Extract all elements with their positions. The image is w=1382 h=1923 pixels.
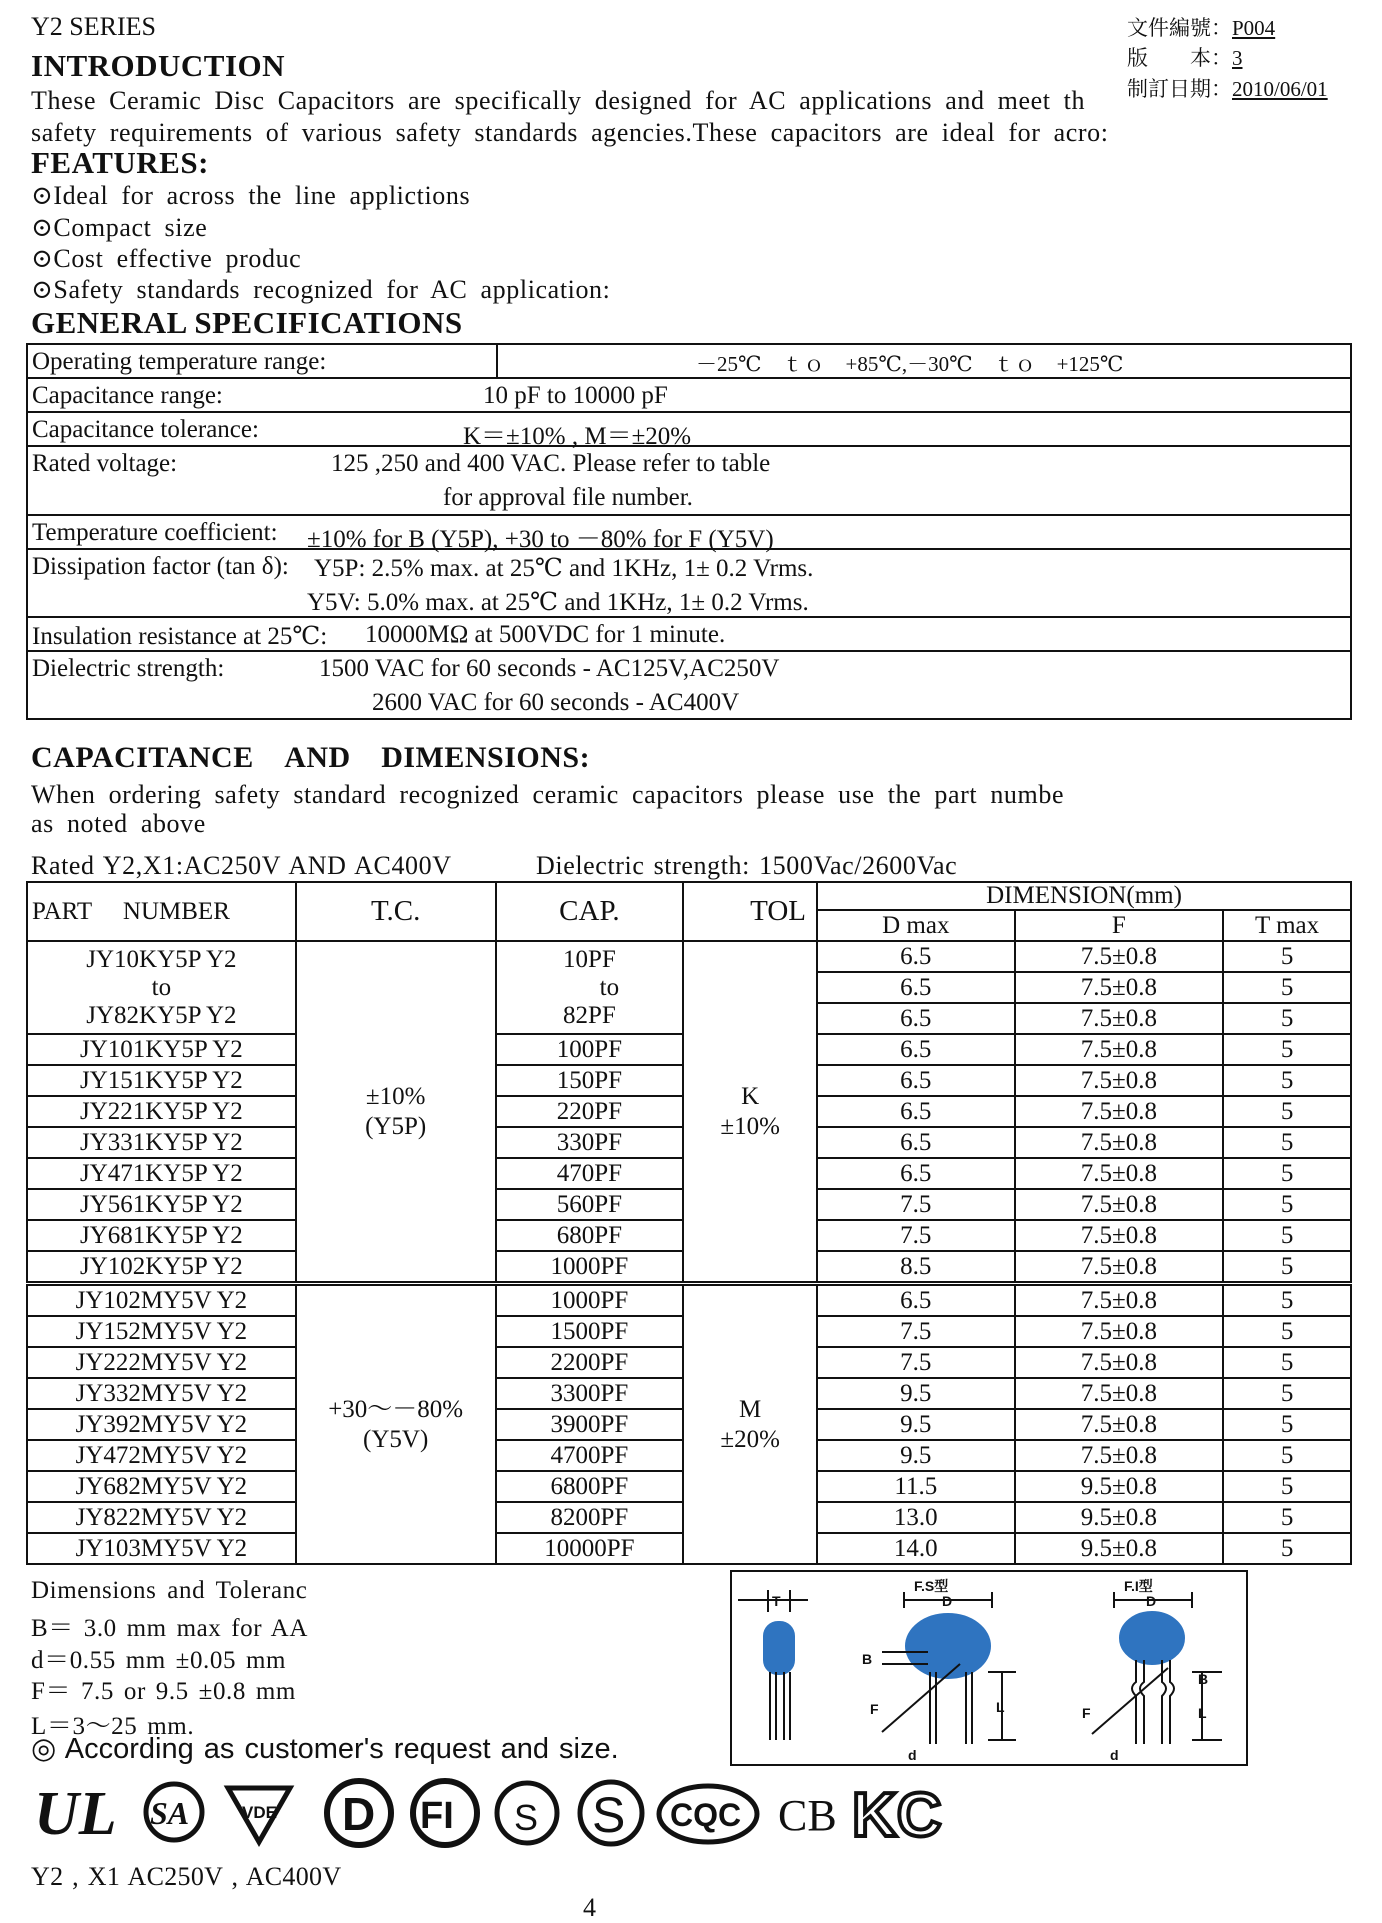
customer-note: ◎ According as customer's request and size. <box>31 1733 619 1765</box>
b-dim-label: B <box>862 1651 873 1667</box>
csa-text: SA <box>150 1795 190 1831</box>
d-max-cell: 6.5 <box>817 1284 1015 1317</box>
part-number-cell: JY103MY5V Y2 <box>27 1533 296 1564</box>
part-number-cell: JY101KY5P Y2 <box>27 1034 296 1065</box>
cap-cell: 2200PF <box>496 1347 684 1378</box>
spec-row-cap-tol <box>28 413 1350 450</box>
t-max-cell: 5 <box>1223 1440 1351 1471</box>
spec-value: －25℃ ｔｏ +85℃,－30℃ ｔｏ +125℃ <box>696 352 1124 376</box>
fs-type-label: F.S型 <box>914 1578 949 1594</box>
part-number-cell: JY561KY5P Y2 <box>27 1189 296 1220</box>
t-max-cell: 5 <box>1223 1065 1351 1096</box>
f-cell: 9.5±0.8 <box>1015 1471 1224 1502</box>
intro-title: INTRODUCTION <box>31 48 286 83</box>
l-dim-label: L <box>996 1699 1005 1715</box>
spec-value: Y5V: 5.0% max. at 25℃ and 1KHz, 1± 0.2 Vrms. <box>307 589 809 616</box>
kc-logo <box>852 1778 942 1850</box>
d-max-cell: 7.5 <box>817 1189 1015 1220</box>
capacitance-table <box>26 881 1352 1565</box>
d-max-cell: 6.5 <box>817 972 1015 1003</box>
tol-cell-m <box>683 1284 817 1565</box>
feature-item: ⊙Cost effective produc <box>31 244 302 273</box>
cap-cell: 560PF <box>496 1189 684 1220</box>
dims-f: F＝ 7.5 or 9.5 ±0.8 mm <box>31 1678 296 1705</box>
part-number-cell: JY151KY5P Y2 <box>27 1065 296 1096</box>
cap-cell: 470PF <box>496 1158 684 1189</box>
capacitor-drawing <box>732 1572 1246 1764</box>
ul-text: UL <box>34 1780 117 1848</box>
dielectric-label: Dielectric strength: 1500Vac/2600Vac <box>536 851 958 880</box>
part-number-cell: JY332MY5V Y2 <box>27 1378 296 1409</box>
spec-value: 10 pF to 10000 pF <box>483 382 668 409</box>
nemko-text: S <box>592 1787 626 1843</box>
d-max-cell: 14.0 <box>817 1533 1015 1564</box>
spec-label: Capacitance tolerance: <box>32 416 259 443</box>
page-number: 4 <box>583 1893 597 1922</box>
header-dimension: DIMENSION(mm) <box>817 882 1351 910</box>
part-number-cell: JY682MY5V Y2 <box>27 1471 296 1502</box>
f-cell: 7.5±0.8 <box>1015 1378 1224 1409</box>
header-cap: CAP. <box>496 882 684 941</box>
t-max-cell: 5 <box>1223 1347 1351 1378</box>
cap-cell: 3900PF <box>496 1409 684 1440</box>
table-row <box>27 1284 1351 1317</box>
header-tol: TOL <box>683 882 817 941</box>
feature-item: ⊙Ideal for across the line applictions <box>31 181 471 210</box>
ul-mark <box>34 1778 124 1848</box>
d-max-cell: 6.5 <box>817 1065 1015 1096</box>
nemko-mark <box>574 1778 648 1848</box>
f-cell: 7.5±0.8 <box>1015 1096 1224 1127</box>
vde-text: VDE <box>242 1803 277 1822</box>
t-max-cell: 5 <box>1223 1127 1351 1158</box>
spec-value: 125 ,250 and 400 VAC. Please refer to table <box>331 450 771 477</box>
t-max-cell: 5 <box>1223 1158 1351 1189</box>
t-max-cell: 5 <box>1223 1003 1351 1034</box>
t-max-cell: 5 <box>1223 1189 1351 1220</box>
ul-logo <box>34 1778 124 1848</box>
t-max-cell: 5 <box>1223 1096 1351 1127</box>
general-spec-table <box>26 343 1352 720</box>
f-cell: 7.5±0.8 <box>1015 1251 1224 1284</box>
semko-text: S <box>514 1797 539 1838</box>
t-max-cell: 5 <box>1223 1409 1351 1440</box>
t-max-cell: 5 <box>1223 1284 1351 1317</box>
spec-value: Y5P: 2.5% max. at 25℃ and 1KHz, 1± 0.2 Vrms. <box>314 555 814 582</box>
spec-row-temp-coef <box>28 516 1350 553</box>
tc-value: ±10% <box>365 1082 426 1110</box>
d-max-cell: 6.5 <box>817 1034 1015 1065</box>
d-max-cell: 11.5 <box>817 1471 1015 1502</box>
intro-line-2: safety requirements of various safety standards agencies.These capacitors are ideal for acro: <box>31 118 1109 147</box>
vde-logo <box>224 1778 294 1848</box>
tol-value: ±20% <box>720 1425 780 1453</box>
f-cell: 7.5±0.8 <box>1015 1220 1224 1251</box>
kc-text: KC <box>852 1781 942 1850</box>
feature-item: ⊙Compact size <box>31 213 208 242</box>
t-max-cell: 5 <box>1223 1034 1351 1065</box>
cap-cell: 10000PF <box>496 1533 684 1564</box>
cap-cell: 6800PF <box>496 1471 684 1502</box>
part-range-to: to <box>151 973 172 1001</box>
f-dim-label: F <box>870 1701 879 1717</box>
spec-label: Operating temperature range: <box>32 348 327 375</box>
series-label: Y2 SERIES <box>31 12 156 41</box>
header-part-number: PART NUMBER <box>27 882 296 941</box>
f-cell: 7.5±0.8 <box>1015 1284 1224 1317</box>
cap-cell: 1000PF <box>496 1251 684 1284</box>
tc-cell-y5p <box>296 941 496 1284</box>
footer-ratings: Y2 , X1 AC250V , AC400V <box>31 1862 342 1891</box>
spec-value: for approval file number. <box>443 484 693 511</box>
d-max-cell: 7.5 <box>817 1220 1015 1251</box>
t-max-cell: 5 <box>1223 1220 1351 1251</box>
part-number-cell: JY681KY5P Y2 <box>27 1220 296 1251</box>
cqc-logo <box>656 1778 760 1848</box>
d-max-cell: 9.5 <box>817 1378 1015 1409</box>
cb-text: CB <box>778 1791 837 1840</box>
cap-cell: 4700PF <box>496 1440 684 1471</box>
doc-number-value: P004 <box>1232 16 1276 40</box>
cap-cell: 330PF <box>496 1127 684 1158</box>
capdim-note-2: as noted above <box>31 809 206 838</box>
spec-value: 1500 VAC for 60 seconds - AC125V,AC250V <box>319 655 780 682</box>
table-row <box>27 941 1351 972</box>
cap-range-to: to <box>599 973 620 1001</box>
cap-cell: 1000PF <box>496 1284 684 1317</box>
kc-mark <box>852 1778 942 1850</box>
spec-value: 2600 VAC for 60 seconds - AC400V <box>372 689 740 716</box>
d-max-cell: 6.5 <box>817 1158 1015 1189</box>
f-cell: 7.5±0.8 <box>1015 1127 1224 1158</box>
f-cell: 7.5±0.8 <box>1015 941 1224 972</box>
f-cell: 7.5±0.8 <box>1015 972 1224 1003</box>
cap-range-cell <box>496 941 684 1034</box>
f-dim-label: F <box>1082 1705 1091 1721</box>
d-dim-label: D <box>942 1593 953 1609</box>
part-range-cell <box>27 941 296 1034</box>
t-max-cell: 5 <box>1223 1502 1351 1533</box>
header-d-max: D max <box>817 910 1015 941</box>
part-number-cell: JY472MY5V Y2 <box>27 1440 296 1471</box>
dims-b: B＝ 3.0 mm max for AA <box>31 1615 308 1642</box>
spec-value: ±10% for B (Y5P), +30 to －80% for F (Y5V) <box>307 526 774 553</box>
dims-d: d＝0.55 mm ±0.05 mm <box>31 1647 287 1674</box>
part-number-cell: JY471KY5P Y2 <box>27 1158 296 1189</box>
version-value: 3 <box>1232 46 1243 70</box>
spec-row-dielectric <box>28 652 1350 718</box>
capdim-title: CAPACITANCE AND DIMENSIONS: <box>31 741 591 774</box>
t-max-cell: 5 <box>1223 1316 1351 1347</box>
part-number-cell: JY331KY5P Y2 <box>27 1127 296 1158</box>
part-range-end: JY82KY5P Y2 <box>86 1001 237 1029</box>
header-tc: T.C. <box>296 882 496 941</box>
general-title: GENERAL SPECIFICATIONS <box>31 305 463 340</box>
date-value: 2010/06/01 <box>1232 77 1328 101</box>
cap-cell: 680PF <box>496 1220 684 1251</box>
part-number-cell: JY392MY5V Y2 <box>27 1409 296 1440</box>
fimko-text: FI <box>420 1795 454 1837</box>
capacitor-diagram <box>730 1570 1248 1766</box>
csa-mark <box>142 1778 208 1848</box>
semko-logo <box>494 1778 562 1848</box>
fimko-logo <box>408 1778 482 1848</box>
part-number-cell: JY221KY5P Y2 <box>27 1096 296 1127</box>
cqc-mark <box>656 1778 760 1848</box>
cb-mark <box>778 1778 838 1848</box>
fi-type-label: F.I型 <box>1124 1578 1153 1594</box>
d-max-cell: 6.5 <box>817 1096 1015 1127</box>
spec-label: Insulation resistance at 25℃: <box>32 623 328 650</box>
l-dim-label: L <box>1198 1705 1207 1721</box>
d-max-cell: 13.0 <box>817 1502 1015 1533</box>
spec-divider <box>496 345 498 377</box>
spec-row-insulation <box>28 618 1350 652</box>
fimko-mark <box>408 1778 482 1848</box>
d-max-cell: 6.5 <box>817 1127 1015 1158</box>
capdim-note-1: When ordering safety standard recognized ceramic capacitors please use the part numbe <box>31 780 1065 809</box>
b-dim-label: B <box>1198 1671 1209 1687</box>
date-label: 制訂日期： <box>1127 77 1232 101</box>
part-range-start: JY10KY5P Y2 <box>86 945 237 973</box>
d-max-cell: 7.5 <box>817 1347 1015 1378</box>
d-max-cell: 6.5 <box>817 941 1015 972</box>
demko-text: D <box>342 1788 376 1840</box>
part-number-cell: JY152MY5V Y2 <box>27 1316 296 1347</box>
vde-mark <box>224 1778 294 1848</box>
spec-value: 10000MΩ at 500VDC for 1 minute. <box>365 621 726 648</box>
csa-logo <box>142 1778 208 1848</box>
t-max-cell: 5 <box>1223 941 1351 972</box>
t-max-cell: 5 <box>1223 1251 1351 1284</box>
tc-type: (Y5P) <box>365 1112 427 1140</box>
t-max-cell: 5 <box>1223 972 1351 1003</box>
f-cell: 7.5±0.8 <box>1015 1034 1224 1065</box>
nemko-logo <box>574 1778 648 1848</box>
f-cell: 7.5±0.8 <box>1015 1158 1224 1189</box>
d-max-cell: 7.5 <box>817 1316 1015 1347</box>
part-number-cell: JY822MY5V Y2 <box>27 1502 296 1533</box>
t-max-cell: 5 <box>1223 1533 1351 1564</box>
revision-date <box>1127 73 1328 103</box>
d-max-cell: 9.5 <box>817 1409 1015 1440</box>
header-t-max: T max <box>1223 910 1351 941</box>
header-f: F <box>1015 910 1224 941</box>
cap-cell: 150PF <box>496 1065 684 1096</box>
spec-label: Dielectric strength: <box>32 655 225 682</box>
t-max-cell: 5 <box>1223 1378 1351 1409</box>
features-title: FEATURES: <box>31 145 209 180</box>
cap-range-start: 10PF <box>562 945 616 973</box>
f-cell: 7.5±0.8 <box>1015 1316 1224 1347</box>
dims-title: Dimensions and Toleranc <box>31 1577 308 1604</box>
d-max-cell: 9.5 <box>817 1440 1015 1471</box>
tc-cell-y5v <box>296 1284 496 1565</box>
tc-value: +30～－80% <box>328 1395 464 1423</box>
dims-l: L＝3～25 mm. <box>31 1713 195 1740</box>
t-dim-label: T <box>772 1593 781 1609</box>
intro-line-1: These Ceramic Disc Capacitors are specifically designed for AC applications and meet th <box>31 86 1086 115</box>
lead-dim-label: d <box>908 1747 917 1763</box>
spec-label: Dissipation factor (tan δ): <box>32 553 289 580</box>
spec-label: Rated voltage: <box>32 450 178 477</box>
part-number-cell: JY222MY5V Y2 <box>27 1347 296 1378</box>
f-cell: 7.5±0.8 <box>1015 1003 1224 1034</box>
tol-code: K <box>741 1082 760 1110</box>
demko-mark <box>322 1778 396 1848</box>
cqc-text: CQC <box>670 1797 742 1833</box>
spec-row-cap-range <box>28 379 1350 413</box>
tol-cell-k <box>683 941 817 1284</box>
f-cell: 7.5±0.8 <box>1015 1065 1224 1096</box>
f-cell: 9.5±0.8 <box>1015 1502 1224 1533</box>
cap-range-end: 82PF <box>562 1001 616 1029</box>
spec-label: Temperature coefficient: <box>32 519 278 546</box>
cap-cell: 100PF <box>496 1034 684 1065</box>
cap-cell: 220PF <box>496 1096 684 1127</box>
cap-cell: 3300PF <box>496 1378 684 1409</box>
spec-row-op-temp <box>28 345 1350 379</box>
version <box>1127 42 1243 72</box>
spec-label: Capacitance range: <box>32 382 223 409</box>
spec-row-dissipation <box>28 550 1350 618</box>
lead-dim-label: d <box>1110 1747 1119 1763</box>
spec-row-rated-voltage <box>28 447 1350 516</box>
tol-code: M <box>739 1395 762 1423</box>
version-label: 版 本： <box>1127 46 1232 70</box>
cap-cell: 8200PF <box>496 1502 684 1533</box>
doc-number <box>1127 12 1275 42</box>
f-cell: 7.5±0.8 <box>1015 1409 1224 1440</box>
f-cell: 7.5±0.8 <box>1015 1347 1224 1378</box>
part-number-cell: JY102MY5V Y2 <box>27 1284 296 1317</box>
feature-item: ⊙Safety standards recognized for AC application: <box>31 275 611 304</box>
demko-logo <box>322 1778 396 1848</box>
d-dim-label: D <box>1146 1593 1157 1609</box>
t-max-cell: 5 <box>1223 1471 1351 1502</box>
f-cell: 7.5±0.8 <box>1015 1189 1224 1220</box>
semko-mark <box>494 1778 562 1848</box>
cap-cell: 1500PF <box>496 1316 684 1347</box>
rated-label: Rated Y2,X1:AC250V AND AC400V <box>31 851 452 880</box>
spec-value: K＝±10% , M＝±20% <box>463 423 692 450</box>
cb-logo <box>778 1778 838 1848</box>
d-max-cell: 8.5 <box>817 1251 1015 1284</box>
f-cell: 9.5±0.8 <box>1015 1533 1224 1564</box>
tol-value: ±10% <box>720 1112 780 1140</box>
doc-number-label: 文件編號： <box>1127 16 1232 40</box>
f-cell: 7.5±0.8 <box>1015 1440 1224 1471</box>
part-number-cell: JY102KY5P Y2 <box>27 1251 296 1284</box>
d-max-cell: 6.5 <box>817 1003 1015 1034</box>
tc-type: (Y5V) <box>363 1425 429 1453</box>
